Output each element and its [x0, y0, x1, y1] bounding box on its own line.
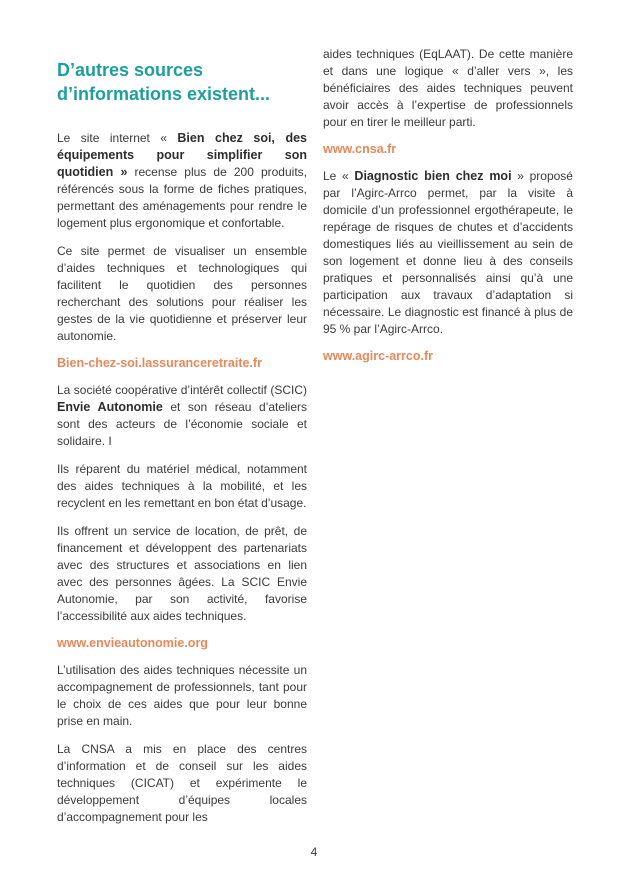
link-cnsa[interactable]: www.cnsa.fr [323, 142, 397, 156]
section-title [57, 58, 307, 106]
link-envieautonomie[interactable]: www.envieautonomie.org [57, 636, 208, 650]
left-column [57, 46, 307, 837]
paragraph-cnsa-cicat: La CNSA a mis en place des centres d’information et de conseil sur les aides techniques (CICAT) et expérimente le développement d’équipes locales d’accompagnement pour les [57, 742, 307, 824]
paragraph-diagnostic-bold: Diagnostic bien chez moi [354, 169, 512, 183]
paragraph-offrent: Ils offrent un service de location, de prêt, de financement et développent des partenariats avec des structures et associations en lien avec des personnes âgées. La SCIC Envie Autonomie, par son activité, favorise l’accessibilité aux aides techniques. [57, 524, 307, 623]
paragraph-reparent: Ils réparent du matériel médical, notamment des aides techniques à la mobilité, et les recyclent en les remettant en bon état d’usage. [57, 462, 307, 510]
paragraph-eqlaat: aides techniques (EqLAAT). De cette manière et dans une logique « d’aller vers », les bénéficiaires des aides techniques peuvent avoir accès à l’expertise de professionnels pour en tirer le meilleur parti. [323, 47, 573, 129]
paragraph-bien-chez-soi-bold: Bien chez soi, des équipements pour simplifier son quotidien » [57, 131, 307, 179]
link-agirc-arrco[interactable]: www.agirc-arrco.fr [323, 349, 433, 363]
paragraph-diagnostic [323, 168, 573, 338]
paragraph-scic-post: et son réseau d’ateliers sont des acteurs de l’économie sociale et solidaire. I [57, 400, 307, 448]
paragraph-utilisation: L’utilisation des aides techniques nécessite un accompagnement de professionnels, tant pour le choix de ces aides que pour leur bonne prise en main. [57, 663, 307, 728]
paragraph-ce-site: Ce site permet de visualiser un ensemble d’aides techniques et technologiques qui facilitent le quotidien des personnes recherchant des solutions pour réaliser les gestes de la vie quotidienne et préserver leur autonomie. [57, 244, 307, 343]
paragraph-diagnostic-post: » proposé par l’Agirc-Arrco permet, par la visite à domicile d’un professionnel ergothérapeute, le repérage de risques de chutes et d’accidents domestiques liés au vieillissement au sein de son logement et donne lieu à des conseils pratiques et personnalisés ainsi qu’à une participation aux travaux d’adaptation si nécessaire. Le diagnostic est financé à plus de 95 % par l’Agirc-Arrco. [323, 169, 573, 336]
paragraph-scic [57, 382, 307, 450]
right-column [323, 46, 573, 837]
paragraph-bien-chez-soi [57, 130, 307, 232]
page-number: 4 [310, 845, 318, 859]
paragraph-bien-chez-soi-pre: Le site internet « [57, 131, 178, 145]
paragraph-scic-pre: La société coopérative d’intérêt collectif (SCIC) [57, 383, 307, 397]
paragraph-bien-chez-soi-post: recense plus de 200 produits, référencés sous la forme de fiches pratiques, permettant des aménagements pour rendre le logement plus ergonomique et confortable. [57, 165, 307, 230]
link-bien-chez-soi[interactable]: Bien-chez-soi.lassuranceretraite.fr [57, 356, 262, 370]
paragraph-scic-bold: Envie Autonomie [57, 400, 163, 414]
section-title-line2: d’informations existent... [57, 84, 271, 104]
paragraph-diagnostic-pre: Le « [323, 169, 355, 183]
section-title-line1: D’autres sources [57, 60, 204, 80]
